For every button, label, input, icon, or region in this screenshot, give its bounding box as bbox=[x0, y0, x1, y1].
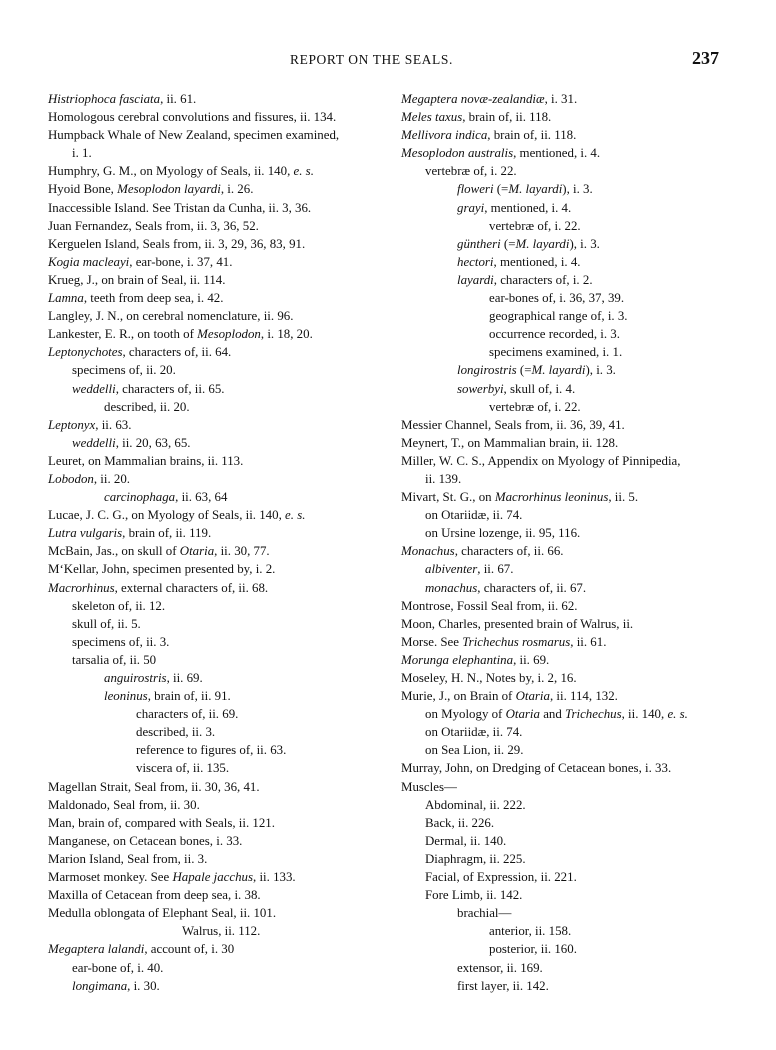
index-entry bbox=[401, 723, 753, 741]
entry-text: , characters of, ii. 66. bbox=[454, 544, 564, 559]
entry-term-italic: Hapale jacchus bbox=[172, 870, 254, 885]
entry-text: , teeth from deep sea, i. 42. bbox=[83, 291, 224, 306]
index-entry bbox=[401, 922, 753, 940]
entry-text: Moon, Charles, presented brain of Walrus, ii. bbox=[401, 616, 634, 631]
entry-text: vertebræ of, i. 22. bbox=[489, 218, 581, 233]
entry-term-italic: Trichechus bbox=[565, 707, 622, 722]
entry-text: , ii. 5. bbox=[608, 490, 639, 505]
entry-text: , ii. 63. bbox=[95, 417, 132, 432]
entry-text: Miller, W. C. S., Appendix on Myology of Pinnipedia, bbox=[401, 453, 681, 468]
index-entry bbox=[401, 398, 753, 416]
entry-text: , ii. 20. bbox=[93, 471, 131, 486]
index-entry bbox=[401, 850, 753, 868]
entry-term-italic: Leptonyx bbox=[48, 417, 96, 432]
index-entry bbox=[401, 108, 753, 126]
entry-text: Marion Island, Seal from, ii. 3. bbox=[48, 851, 208, 866]
entry-text: first layer, ii. 142. bbox=[457, 978, 549, 993]
entry-text: Lucae, J. C. G., on Myology of Seals, ii. 140, bbox=[48, 508, 286, 523]
entry-text: ), i. 3. bbox=[585, 363, 616, 378]
index-entry bbox=[48, 542, 390, 560]
entry-text: anterior, ii. 158. bbox=[489, 924, 572, 939]
index-entry bbox=[401, 959, 753, 977]
entry-text: Krueg, J., on brain of Seal, ii. 114. bbox=[48, 272, 226, 287]
entry-text: , ii. 20, 63, 65. bbox=[115, 435, 191, 450]
index-column-right bbox=[401, 90, 753, 995]
entry-text: Muscles— bbox=[401, 779, 457, 794]
entry-text: ), i. 3. bbox=[562, 182, 593, 197]
entry-term-italic: Mesoplodon australis bbox=[401, 146, 514, 161]
index-entry bbox=[401, 832, 753, 850]
index-entry bbox=[48, 162, 390, 180]
index-entry bbox=[401, 814, 753, 832]
entry-term-italic: e. s. bbox=[293, 164, 314, 179]
entry-text: Mivart, St. G., on bbox=[401, 490, 495, 505]
entry-text: , characters of, ii. 65. bbox=[115, 381, 225, 396]
index-entry bbox=[48, 651, 390, 669]
entry-term-italic: Leptonychotes bbox=[48, 345, 123, 360]
entry-term-italic: Meles taxus bbox=[401, 110, 463, 125]
entry-term-italic: weddelli bbox=[72, 435, 116, 450]
entry-text: ii. 139. bbox=[425, 471, 462, 486]
entry-term-italic: e. s. bbox=[285, 508, 306, 523]
index-entry bbox=[48, 633, 390, 651]
index-entry bbox=[48, 506, 390, 524]
entry-text: (= bbox=[500, 236, 516, 251]
entry-text: specimens examined, i. 1. bbox=[489, 345, 623, 360]
entry-text: Back, ii. 226. bbox=[425, 815, 495, 830]
entry-term-italic: M. layardi bbox=[531, 363, 586, 378]
index-entry bbox=[401, 452, 753, 470]
index-entry bbox=[48, 325, 390, 343]
index-entry bbox=[48, 398, 390, 416]
index-entry bbox=[401, 416, 753, 434]
index-entry bbox=[401, 307, 753, 325]
entry-term-italic: anguirostris bbox=[104, 671, 167, 685]
entry-term-italic: Macrorhinus bbox=[48, 580, 115, 595]
entry-text: Marmoset monkey. See bbox=[48, 870, 173, 885]
index-entry bbox=[401, 796, 753, 814]
entry-term-italic: floweri bbox=[457, 182, 494, 197]
entry-text: skull of, ii. 5. bbox=[72, 616, 141, 631]
entry-text: Magellan Strait, Seal from, ii. 30, 36, 41. bbox=[48, 779, 260, 794]
index-entry bbox=[401, 904, 753, 922]
entry-term-italic: Monachus bbox=[401, 544, 455, 559]
entry-term-italic: albiventer bbox=[425, 562, 478, 577]
entry-text: Man, brain of, compared with Seals, ii. 121. bbox=[48, 815, 275, 830]
entry-text: described, ii. 3. bbox=[136, 725, 216, 740]
entry-term-italic: weddelli bbox=[72, 381, 116, 396]
entry-text: Dermal, ii. 140. bbox=[425, 833, 507, 848]
entry-text: Diaphragm, ii. 225. bbox=[425, 851, 526, 866]
entry-text: (= bbox=[493, 182, 509, 197]
entry-text: M‘Kellar, John, specimen presented by, i. 2. bbox=[48, 562, 276, 577]
index-entry bbox=[48, 886, 390, 904]
index-entry bbox=[48, 579, 390, 597]
entry-text: characters of, ii. 69. bbox=[136, 707, 239, 722]
entry-text: , i. 26. bbox=[220, 182, 254, 197]
index-entry bbox=[48, 361, 390, 379]
entry-text: Maxilla of Cetacean from deep sea, i. 38. bbox=[48, 888, 261, 903]
index-entry bbox=[48, 470, 390, 488]
index-entry bbox=[48, 271, 390, 289]
entry-text: reference to figures of, ii. 63. bbox=[136, 743, 287, 758]
index-entry bbox=[401, 361, 753, 379]
index-entry bbox=[48, 90, 390, 108]
entry-text: , mentioned, i. 4. bbox=[513, 146, 601, 161]
entry-text: specimens of, ii. 20. bbox=[72, 363, 176, 378]
entry-term-italic: Megaptera novæ-zealandiæ bbox=[401, 92, 545, 106]
entry-text: (= bbox=[516, 363, 532, 378]
entry-term-italic: e. s. bbox=[667, 707, 688, 722]
entry-term-italic: Morunga elephantina bbox=[401, 652, 514, 667]
entry-text: posterior, ii. 160. bbox=[489, 942, 577, 957]
index-entry bbox=[401, 162, 753, 180]
index-entry bbox=[401, 180, 753, 198]
entry-text: on Otariidæ, ii. 74. bbox=[425, 725, 523, 740]
entry-text: on Ursine lozenge, ii. 95, 116. bbox=[425, 526, 581, 541]
index-entry bbox=[401, 940, 753, 958]
index-entry bbox=[48, 488, 390, 506]
entry-term-italic: Kogia macleayi bbox=[48, 254, 130, 269]
entry-text: Murray, John, on Dredging of Cetacean bones, i. 33. bbox=[401, 761, 672, 776]
index-entry bbox=[48, 180, 390, 198]
index-entry bbox=[48, 615, 390, 633]
running-title: REPORT ON THE SEALS. bbox=[290, 52, 453, 67]
index-entry bbox=[401, 235, 753, 253]
entry-term-italic: Macrorhinus leoninus bbox=[494, 490, 609, 505]
entry-text: brachial— bbox=[457, 906, 512, 921]
entry-text: , brain of, ii. 91. bbox=[147, 689, 231, 704]
entry-text: , ii. 140, bbox=[621, 707, 668, 722]
index-entry bbox=[401, 651, 753, 669]
entry-text: , account of, i. 30 bbox=[144, 942, 235, 957]
entry-text: Humpback Whale of New Zealand, specimen examined, bbox=[48, 128, 340, 143]
index-entry bbox=[48, 126, 390, 144]
entry-text: viscera of, ii. 135. bbox=[136, 761, 230, 776]
index-entry bbox=[401, 524, 753, 542]
entry-text: McBain, Jas., on skull of bbox=[48, 544, 180, 559]
entry-text: , brain of, ii. 119. bbox=[122, 526, 212, 541]
index-entry bbox=[401, 434, 753, 452]
entry-term-italic: monachus bbox=[425, 580, 478, 595]
entry-text: , ii. 61. bbox=[160, 92, 197, 106]
entry-text: , ii. 133. bbox=[253, 870, 296, 885]
index-entry bbox=[401, 271, 753, 289]
entry-text: Hyoid Bone, bbox=[48, 182, 118, 197]
entry-text: Langley, J. N., on cerebral nomenclature, ii. 96. bbox=[48, 309, 294, 324]
index-entry bbox=[401, 579, 753, 597]
entry-text: Meynert, T., on Mammalian brain, ii. 128. bbox=[401, 435, 619, 450]
index-entry bbox=[48, 217, 390, 235]
entry-text: , external characters of, ii. 68. bbox=[114, 580, 269, 595]
entry-text: Montrose, Fossil Seal from, ii. 62. bbox=[401, 598, 578, 613]
index-entry bbox=[401, 126, 753, 144]
entry-text: Lankester, E. R., on tooth of bbox=[48, 327, 198, 342]
index-entry bbox=[401, 560, 753, 578]
index-entry bbox=[48, 687, 390, 705]
index-entry bbox=[401, 705, 753, 723]
index-entry bbox=[401, 488, 753, 506]
index-entry bbox=[48, 199, 390, 217]
index-entry bbox=[401, 542, 753, 560]
entry-term-italic: Otaria bbox=[179, 544, 215, 559]
entry-term-italic: M. layardi bbox=[508, 182, 563, 197]
index-entry bbox=[48, 416, 390, 434]
index-entry bbox=[401, 470, 753, 488]
entry-text: , characters of, ii. 67. bbox=[477, 580, 587, 595]
entry-term-italic: güntheri bbox=[457, 236, 501, 251]
entry-text: on Sea Lion, ii. 29. bbox=[425, 743, 524, 758]
entry-text: Moseley, H. N., Notes by, i. 2, 16. bbox=[401, 671, 577, 685]
index-entry bbox=[401, 977, 753, 995]
index-entry bbox=[48, 850, 390, 868]
index-entry bbox=[48, 832, 390, 850]
index-entry bbox=[401, 633, 753, 651]
index-entry bbox=[401, 615, 753, 633]
entry-text: and bbox=[539, 707, 566, 722]
entry-term-italic: Mellivora indica bbox=[401, 128, 488, 143]
index-entry bbox=[48, 796, 390, 814]
entry-text: , skull of, i. 4. bbox=[503, 381, 576, 396]
entry-text: Murie, J., on Brain of bbox=[401, 689, 516, 704]
entry-text: Leuret, on Mammalian brains, ii. 113. bbox=[48, 453, 244, 468]
entry-text: , i. 18, 20. bbox=[260, 327, 313, 342]
entry-text: , i. 31. bbox=[544, 92, 578, 106]
entry-term-italic: Otaria bbox=[515, 689, 550, 704]
entry-text: , brain of, ii. 118. bbox=[462, 110, 552, 125]
entry-term-italic: longimana bbox=[72, 978, 128, 993]
entry-text: geographical range of, i. 3. bbox=[489, 309, 628, 324]
entry-text: described, ii. 20. bbox=[104, 399, 190, 414]
entry-text: , characters of, i. 2. bbox=[493, 272, 593, 287]
index-entry bbox=[48, 452, 390, 470]
entry-text: , ii. 114, 132. bbox=[549, 689, 618, 704]
entry-term-italic: M. layardi bbox=[515, 236, 570, 251]
entry-text: on Myology of bbox=[425, 707, 506, 722]
entry-text: , ii. 69. bbox=[513, 652, 550, 667]
entry-term-italic: longirostris bbox=[457, 363, 517, 378]
index-entry bbox=[401, 886, 753, 904]
index-entry bbox=[401, 289, 753, 307]
index-entry bbox=[401, 759, 753, 777]
entry-text: specimens of, ii. 3. bbox=[72, 634, 170, 649]
entry-text: ear-bone of, i. 40. bbox=[72, 960, 164, 975]
index-entry bbox=[48, 343, 390, 361]
index-entry bbox=[48, 959, 390, 977]
entry-text: Morse. See bbox=[401, 634, 463, 649]
index-entry bbox=[401, 669, 753, 687]
index-entry bbox=[48, 253, 390, 271]
entry-text: , characters of, ii. 64. bbox=[122, 345, 232, 360]
page-header bbox=[0, 48, 776, 72]
index-entry bbox=[48, 977, 390, 995]
entry-term-italic: Lamna bbox=[48, 291, 84, 306]
index-entry bbox=[401, 687, 753, 705]
entry-text: Walrus, ii. 112. bbox=[182, 924, 261, 939]
index-column-left bbox=[48, 90, 390, 995]
entry-text: Facial, of Expression, ii. 221. bbox=[425, 870, 577, 885]
entry-text: , mentioned, i. 4. bbox=[493, 254, 581, 269]
index-entry bbox=[48, 705, 390, 723]
entry-text: , i. 30. bbox=[127, 978, 160, 993]
index-entry bbox=[48, 434, 390, 452]
index-entry bbox=[48, 597, 390, 615]
entry-term-italic: Trichechus rosmarus bbox=[462, 634, 571, 649]
index-entry bbox=[48, 669, 390, 687]
index-entry bbox=[48, 759, 390, 777]
entry-text: , ii. 69. bbox=[166, 671, 203, 685]
entry-text: i. 1. bbox=[72, 146, 92, 161]
index-entry bbox=[48, 814, 390, 832]
entry-term-italic: hectori bbox=[457, 254, 494, 269]
entry-term-italic: Lobodon bbox=[48, 471, 94, 486]
index-entry bbox=[48, 144, 390, 162]
index-entry bbox=[401, 343, 753, 361]
entry-text: Messier Channel, Seals from, ii. 36, 39, 41. bbox=[401, 417, 625, 432]
index-entry bbox=[401, 506, 753, 524]
index-entry bbox=[401, 199, 753, 217]
entry-text: , ii. 30, 77. bbox=[214, 544, 270, 559]
entry-text: Manganese, on Cetacean bones, i. 33. bbox=[48, 833, 243, 848]
index-entry bbox=[48, 380, 390, 398]
entry-term-italic: Histriophoca fasciata bbox=[48, 92, 161, 106]
index-entry bbox=[401, 253, 753, 271]
index-entry bbox=[401, 741, 753, 759]
entry-text: Abdominal, ii. 222. bbox=[425, 797, 526, 812]
entry-text: ), i. 3. bbox=[569, 236, 600, 251]
index-entry bbox=[401, 380, 753, 398]
index-entry bbox=[48, 524, 390, 542]
entry-text: , brain of, ii. 118. bbox=[487, 128, 577, 143]
entry-text: Inaccessible Island. See Tristan da Cunha, ii. 3, 36. bbox=[48, 200, 312, 215]
entry-text: tarsalia of, ii. 50 bbox=[72, 652, 157, 667]
page-number: 237 bbox=[692, 48, 719, 68]
index-entry bbox=[401, 325, 753, 343]
entry-term-italic: layardi bbox=[457, 272, 494, 287]
entry-text: , ii. 67. bbox=[477, 562, 514, 577]
index-entry bbox=[48, 940, 390, 958]
index-entry bbox=[48, 778, 390, 796]
index-entry bbox=[401, 217, 753, 235]
index-entry bbox=[401, 868, 753, 886]
index-entry bbox=[401, 144, 753, 162]
entry-text: Kerguelen Island, Seals from, ii. 3, 29, 36, 83, 91. bbox=[48, 236, 306, 251]
entry-text: on Otariidæ, ii. 74. bbox=[425, 508, 523, 523]
entry-text: ear-bones of, i. 36, 37, 39. bbox=[489, 291, 625, 306]
index-entry bbox=[48, 108, 390, 126]
index-entry bbox=[48, 289, 390, 307]
index-entry bbox=[401, 90, 753, 108]
index-entry bbox=[48, 868, 390, 886]
entry-text: , ear-bone, i. 37, 41. bbox=[129, 254, 233, 269]
entry-term-italic: Lutra vulgaris bbox=[48, 526, 123, 541]
entry-term-italic: Megaptera lalandi bbox=[48, 942, 145, 957]
entry-term-italic: Mesoplodon layardi bbox=[117, 182, 221, 197]
entry-text: skeleton of, ii. 12. bbox=[72, 598, 166, 613]
entry-text: Medulla oblongata of Elephant Seal, ii. 101. bbox=[48, 906, 277, 921]
index-entry bbox=[48, 307, 390, 325]
entry-text: Homologous cerebral convolutions and fissures, ii. 134. bbox=[48, 110, 337, 125]
entry-text: Maldonado, Seal from, ii. 30. bbox=[48, 797, 200, 812]
index-entry bbox=[48, 560, 390, 578]
entry-text: , ii. 63, 64 bbox=[175, 490, 228, 505]
entry-term-italic: carcinophaga bbox=[104, 490, 176, 505]
index-entry bbox=[48, 904, 390, 922]
index-entry bbox=[48, 235, 390, 253]
index-entry bbox=[401, 778, 753, 796]
entry-term-italic: leoninus bbox=[104, 689, 148, 704]
index-entry bbox=[48, 922, 390, 940]
index-entry bbox=[401, 597, 753, 615]
index-entry bbox=[48, 741, 390, 759]
entry-term-italic: Mesoplodon bbox=[197, 327, 261, 342]
entry-text: vertebræ of, i. 22. bbox=[425, 164, 517, 179]
entry-text: Juan Fernandez, Seals from, ii. 3, 36, 52. bbox=[48, 218, 259, 233]
entry-text: , ii. 61. bbox=[570, 634, 607, 649]
entry-text: Humphry, G. M., on Myology of Seals, ii. 140, bbox=[48, 164, 294, 179]
entry-term-italic: sowerbyi bbox=[457, 381, 504, 396]
entry-text: vertebræ of, i. 22. bbox=[489, 399, 581, 414]
entry-text: extensor, ii. 169. bbox=[457, 960, 543, 975]
entry-term-italic: grayi bbox=[457, 200, 485, 215]
entry-term-italic: Otaria bbox=[505, 707, 540, 722]
index-entry bbox=[48, 723, 390, 741]
entry-text: Fore Limb, ii. 142. bbox=[425, 888, 523, 903]
entry-text: occurrence recorded, i. 3. bbox=[489, 327, 620, 342]
entry-text: , mentioned, i. 4. bbox=[484, 200, 572, 215]
